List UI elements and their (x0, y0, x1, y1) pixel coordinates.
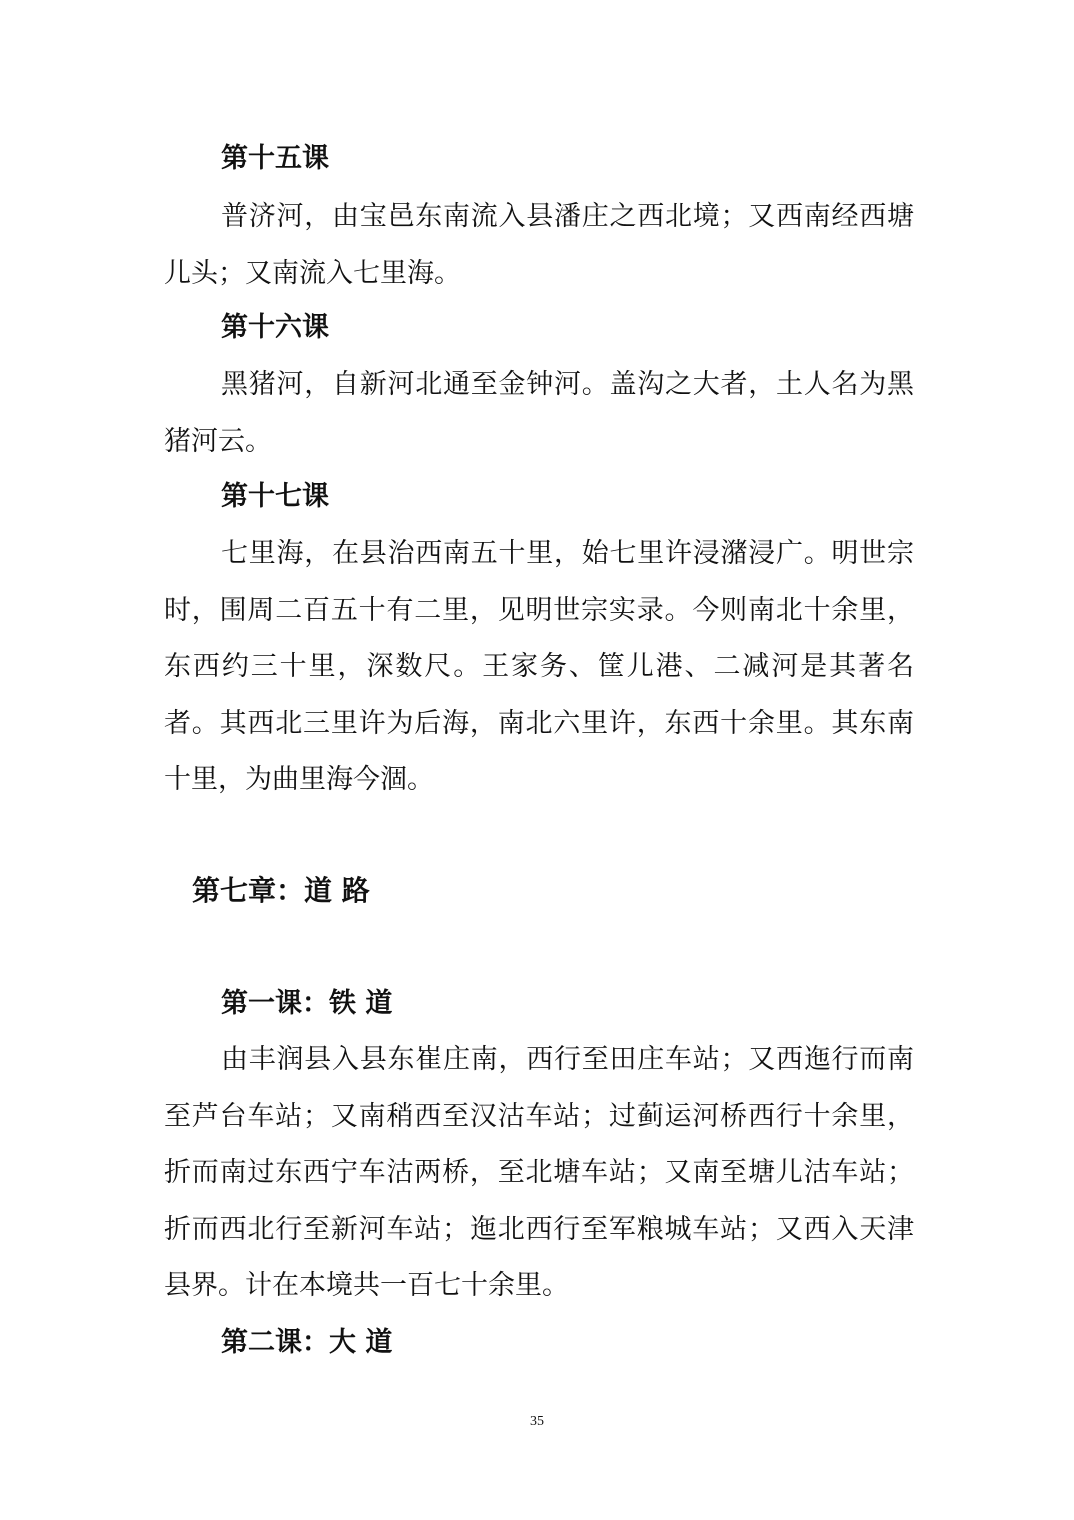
lesson-16-heading: 第十六课 (221, 312, 329, 343)
lesson-17-paragraph: 七里海，在县治西南五十里，始七里许浸潴浸广。明世宗时，围周二百五十有二里，见明世宗实录。今则南北十余里，东西约三十里，深数尺。王家务、筐儿港、二减河是其著名者。其西北三里许为后海，南北六里许，东西十余里。其东南十里，为曲里海今涸。 (164, 538, 914, 796)
lesson-17-heading: 第十七课 (221, 481, 329, 512)
railway-lesson-paragraph: 由丰润县入县东崔庄南，西行至田庄车站；又西迤行而南至芦台车站；又南稍西至汉沽车站；过蓟运河桥西行十余里，折而南过东西宁车沽两桥，至北塘车站；又南至塘儿沽车站；折而西北行至新河车站；迤北西行至军粮城车站；又西入天津县界。计在本境共一百七十余里。 (164, 1044, 914, 1302)
lesson-15-heading: 第十五课 (221, 143, 329, 174)
chapter-7-title: 第七章：道 路 (192, 874, 370, 907)
railway-lesson-heading: 第一课：铁 道 (221, 988, 393, 1019)
page-number: 35 (530, 1414, 544, 1429)
lesson-16-paragraph: 黑猪河，自新河北通至金钟河。盖沟之大者，土人名为黑猪河云。 (164, 369, 914, 457)
lesson-15-paragraph: 普济河，由宝邑东南流入县潘庄之西北境；又西南经西塘儿头；又南流入七里海。 (164, 201, 914, 289)
main-road-lesson-heading: 第二课：大 道 (221, 1327, 393, 1358)
